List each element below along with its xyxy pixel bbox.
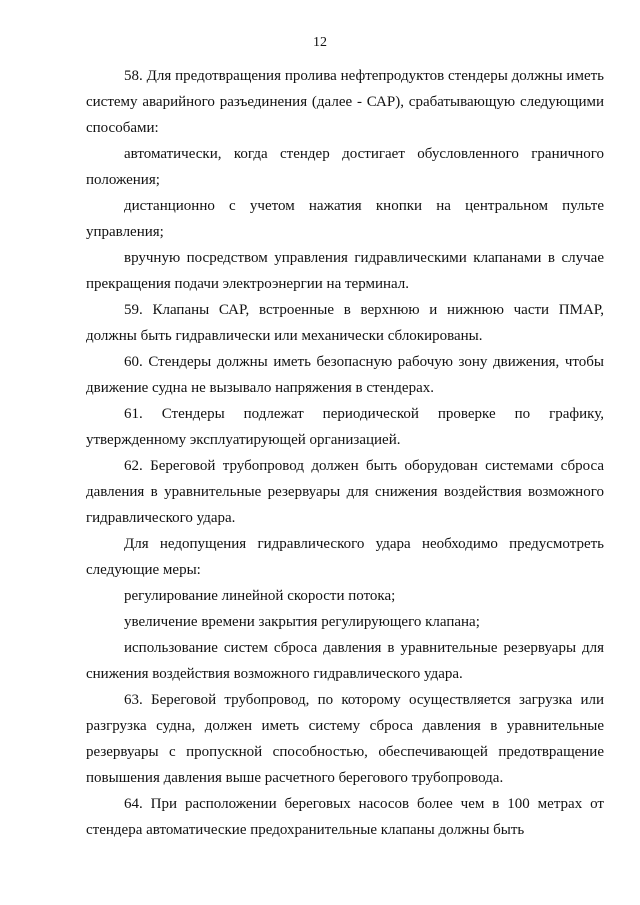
paragraph-60: 60. Стендеры должны иметь безопасную рабочую зону движения, чтобы движение судна не вызывало напряжения в стендерах. <box>86 354 604 396</box>
paragraph-measures-intro: Для недопущения гидравлического удара необходимо предусмотреть следующие меры: <box>86 536 604 578</box>
paragraph-61: 61. Стендеры подлежат периодической проверке по графику, утвержденному эксплуатирующей организацией. <box>86 406 604 448</box>
page-number: 12 <box>313 35 327 50</box>
paragraph-62: 62. Береговой трубопровод должен быть оборудован системами сброса давления в уравнительные резервуары для снижения воздействия возможного гидравлического удара. <box>86 458 604 526</box>
paragraph-automatic: автоматически, когда стендер достигает обусловленного граничного положения; <box>86 146 604 188</box>
list-item-pressure-relief: использование систем сброса давления в уравнительные резервуары для снижения воздействия возможного гидравлического удара. <box>86 640 604 682</box>
list-item-valve-closing: увеличение времени закрытия регулирующего клапана; <box>124 614 480 630</box>
paragraph-remote: дистанционно с учетом нажатия кнопки на центральном пульте управления; <box>86 198 604 240</box>
list-item-flow-speed: регулирование линейной скорости потока; <box>124 588 396 604</box>
paragraph-58: 58. Для предотвращения пролива нефтепродуктов стендеры должны иметь систему аварийного разъединения (далее - САР), срабатывающую следующими способами: <box>86 68 604 136</box>
paragraph-64: 64. При расположении береговых насосов более чем в 100 метрах от стендера автоматические предохранительные клапаны должны быть <box>86 796 604 838</box>
paragraph-manual: вручную посредством управления гидравлическими клапанами в случае прекращения подачи электроэнергии на терминал. <box>86 250 604 292</box>
paragraph-59: 59. Клапаны САР, встроенные в верхнюю и нижнюю части ПМАР, должны быть гидравлически или механически сблокированы. <box>86 302 604 344</box>
document-body <box>86 63 604 843</box>
paragraph-63: 63. Береговой трубопровод, по которому осуществляется загрузка или разгрузка судна, должен иметь систему сброса давления в уравнительные резервуары с пропускной способностью, обеспечивающей предотвращение повышения давления выше расчетного берегового трубопровода. <box>86 692 604 786</box>
